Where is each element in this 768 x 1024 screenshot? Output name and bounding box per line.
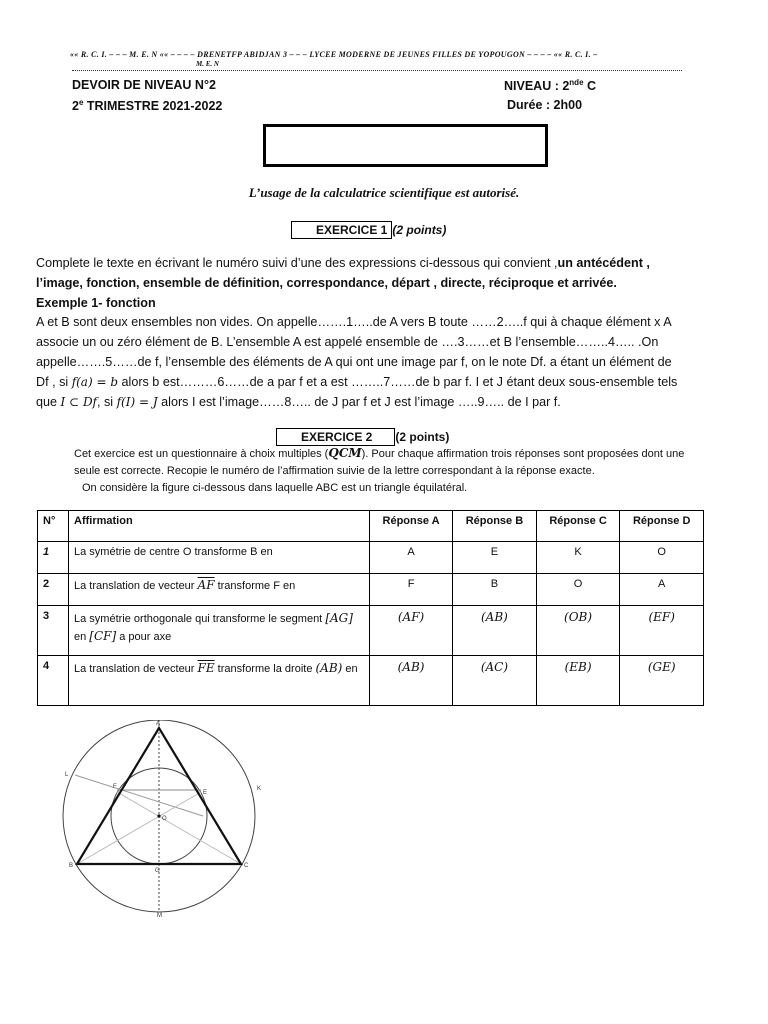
- col-header-answer-a: Réponse A: [370, 511, 453, 542]
- trimestre-label: 2e TRIMESTRE 2021-2022: [72, 98, 223, 114]
- row-answer-d: (GE): [620, 656, 704, 706]
- row-answer-d: O: [620, 542, 704, 574]
- col-header-number: N°: [38, 511, 69, 542]
- row-answer-d: (EF): [620, 606, 704, 656]
- row-number: 2: [38, 574, 69, 606]
- row-answer-a: A: [370, 542, 453, 574]
- row-answer-c: O: [536, 574, 620, 606]
- row-answer-a: (AB): [370, 656, 453, 706]
- row-number: 1: [38, 542, 69, 574]
- median-c: [117, 792, 241, 864]
- header-divider: [72, 70, 682, 71]
- exercise-1-instructions: Complete le texte en écrivant le numéro suivi d’une des expressions ci-dessous qui convient ,un antécédent , l’image, fonction, ensemble de définition, correspondance, départ , directe, réciproque et arrivée.: [36, 256, 650, 290]
- col-header-affirmation: Affirmation: [69, 511, 370, 542]
- row-answer-c: (OB): [536, 606, 620, 656]
- label-g: G: [155, 868, 160, 874]
- label-o: O: [162, 816, 167, 822]
- exercise-1-text: A et B sont deux ensembles non vides. On appelle…….1…..de A vers B toute ……2…..f qui à chaque élément x A associe un ou zéro élément de B. L’ensemble A est appelé ensemble de ….3……et B l’ensemble……..4….. .On appelle…….5……de f, l’ensemble des éléments de A qui ont une image par f, on le note Df. a étant un élément de Df , si f(a) = b alors b est………6……de a par f et a est ……..7……de b par f. I et J étant deux sous-ensemble tels que I ⊂ Df, si f(I) = J alors I est l’image……8….. de J par f et J est l’image …..9….. de I par f.: [36, 315, 678, 409]
- title-box: [263, 124, 548, 167]
- row-affirmation: La translation de vecteur $\overline{AF}$ transforme F en: [69, 574, 370, 606]
- median-b: [77, 792, 201, 864]
- exercise-1-points: (2 points): [392, 223, 447, 237]
- construction-line: [75, 775, 203, 816]
- row-answer-c: K: [536, 542, 620, 574]
- exam-title: DEVOIR DE NIVEAU N°2: [72, 78, 216, 92]
- point-o: [157, 814, 160, 817]
- table-header-row: [38, 511, 704, 542]
- table-row: [38, 574, 704, 606]
- label-f: F: [113, 784, 117, 790]
- label-b: B: [69, 863, 74, 869]
- row-answer-b: E: [453, 542, 537, 574]
- calculator-note: L’usage de la calculatrice scientifique est autorisé.: [248, 185, 520, 200]
- exercise-2-figure-note: On considère la figure ci-dessous dans laquelle ABC est un triangle équilatéral.: [82, 482, 468, 494]
- qcm-table: [37, 510, 704, 706]
- triangle-figure: [55, 720, 275, 920]
- label-c: C: [244, 863, 249, 869]
- exercise-1-example-label: Exemple 1- fonction: [36, 296, 156, 310]
- row-affirmation: La translation de vecteur $\overline{FE}$ transforme la droite (AB) en: [69, 656, 370, 706]
- col-header-answer-c: Réponse C: [536, 511, 620, 542]
- table-row: [38, 542, 704, 574]
- row-number: 3: [38, 606, 69, 656]
- exercise-1-title: EXERCICE 1: [291, 221, 392, 239]
- row-answer-d: A: [620, 574, 704, 606]
- label-k: K: [257, 786, 262, 792]
- col-header-answer-b: Réponse B: [453, 511, 537, 542]
- label-e: E: [203, 790, 208, 796]
- row-affirmation: La symétrie de centre O transforme B en: [69, 542, 370, 574]
- exercise-2-points: (2 points): [395, 430, 450, 444]
- header-banner: «« R. C. I. – – – M. E. N «« – – – – DRENETFP ABIDJAN 3 – – – LYCEE MODERNE DE JEUNES FILLES DE YOPOUGON – – – – «« R. C. I. –: [70, 50, 598, 59]
- niveau-label: NIVEAU : 2nde C: [504, 78, 597, 94]
- exercise-2-title: EXERCICE 2: [276, 428, 395, 446]
- exercise-2-heading: [276, 428, 449, 446]
- table-row: [38, 606, 704, 656]
- exercise-1-heading: [291, 221, 446, 239]
- label-m: M: [157, 913, 162, 919]
- row-answer-a: F: [370, 574, 453, 606]
- duree-label: Durée : 2h00: [507, 98, 583, 112]
- row-affirmation: La symétrie orthogonale qui transforme le segment [AG] en [CF] a pour axe: [69, 606, 370, 656]
- row-answer-b: (AC): [453, 656, 537, 706]
- col-header-answer-d: Réponse D: [620, 511, 704, 542]
- row-answer-b: B: [453, 574, 537, 606]
- row-answer-c: (EB): [536, 656, 620, 706]
- row-number: 4: [38, 656, 69, 706]
- header-banner-continued: M. E. N: [196, 60, 219, 68]
- row-answer-a: (AF): [370, 606, 453, 656]
- exercise-2-instructions: Cet exercice est un questionnaire à choix multiples (QCM). Pour chaque affirmation trois réponses sont proposées dont une seule est correcte. Recopie le numéro de l’affirmation suivie de la lettre correspondant à la réponse exacte.: [74, 446, 685, 477]
- row-answer-b: (AB): [453, 606, 537, 656]
- label-l: L: [65, 772, 69, 778]
- label-a: A: [156, 721, 161, 727]
- table-row: [38, 656, 704, 706]
